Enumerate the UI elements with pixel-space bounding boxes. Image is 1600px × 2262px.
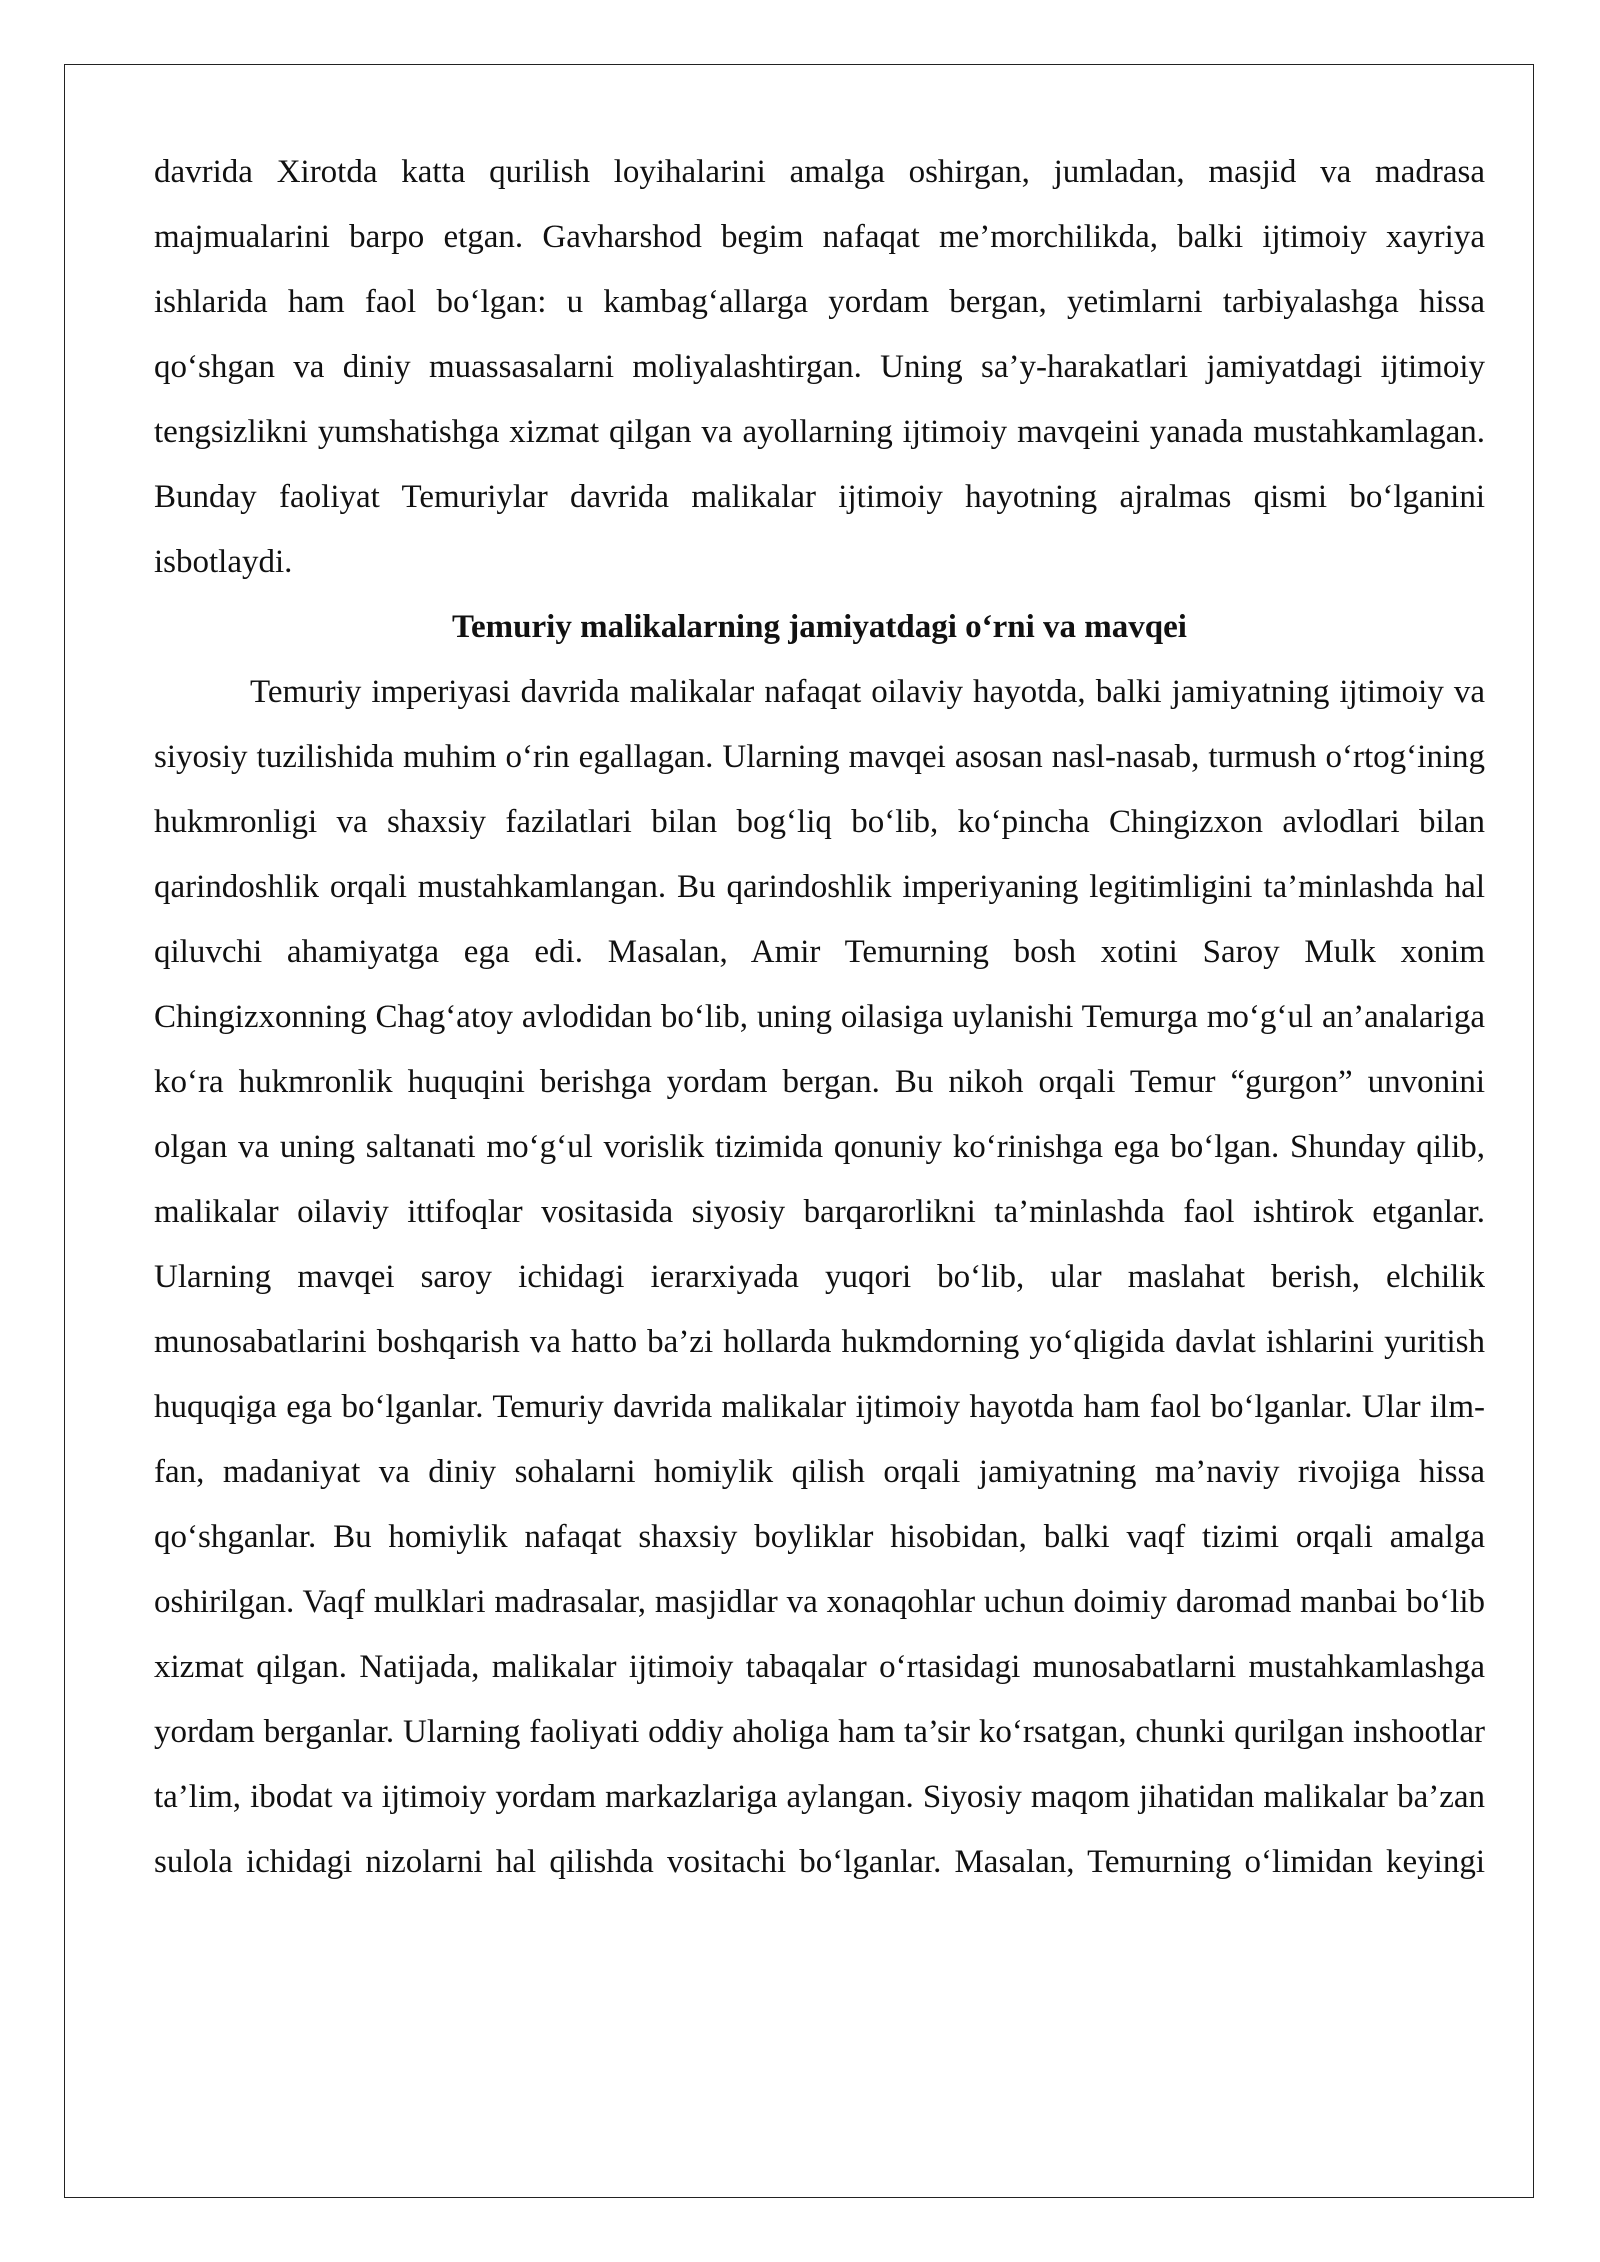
paragraph-continuation: davrida Xirotda katta qurilish loyihalarini amalga oshirgan, jumladan, masjid va madrasa majmualarini barpo etgan. Gavharshod begim nafaqat me’morchilikda, balki ijtimoiy xayriya ishlarida ham faol bo‘lgan: u kambag‘allarga yordam bergan, yetimlarni tarbiyalashga hissa qo‘shgan va diniy muassasalarni moliyalashtirgan. Uning sa’y-harakatlari jamiyatdagi ijtimoiy tengsizlikni yumshatishga xizmat qilgan va ayollarning ijtimoiy mavqeini yanada mustahkamlagan. Bunday faoliyat Temuriylar davrida malikalar ijtimoiy hayotning ajralmas qismi bo‘lganini isbotlaydi.: [154, 154, 1485, 580]
document-body: [154, 140, 1485, 1895]
paragraph-main: Temuriy imperiyasi davrida malikalar nafaqat oilaviy hayotda, balki jamiyatning ijtimoiy va siyosiy tuzilishida muhim o‘rin egallagan. Ularning mavqei asosan nasl-nasab, turmush o‘rtog‘ining hukmronligi va shaxsiy fazilatlari bilan bog‘liq bo‘lib, ko‘pincha Chingizxon avlodlari bilan qarindoshlik orqali mustahkamlangan. Bu qarindoshlik imperiyaning legitimligini ta’minlashda hal qiluvchi ahamiyatga ega edi. Masalan, Amir Temurning bosh xotini Saroy Mulk xonim Chingizxonning Chag‘atoy avlodidan bo‘lib, uning oilasiga uylanishi Temurga mo‘g‘ul an’analariga ko‘ra hukmronlik huquqini berishga yordam bergan. Bu nikoh orqali Temur “gurgon” unvonini olgan va uning saltanati mo‘g‘ul vorislik tizimida qonuniy ko‘rinishga ega bo‘lgan. Shunday qilib, malikalar oilaviy ittifoqlar vositasida siyosiy barqarorlikni ta’minlashda faol ishtirok etganlar. Ularning mavqei saroy ichidagi ierarxiyada yuqori bo‘lib, ular maslahat berish, elchilik munosabatlarini boshqarish va hatto ba’zi hollarda hukmdorning yo‘qligida davlat ishlarini yuritish huquqiga ega bo‘lganlar. Temuriy davrida malikalar ijtimoiy hayotda ham faol bo‘lganlar. Ular ilm-fan, madaniyat va diniy sohalarni homiylik qilish orqali jamiyatning ma’naviy rivojiga hissa qo‘shganlar. Bu homiylik nafaqat shaxsiy boyliklar hisobidan, balki vaqf tizimi orqali amalga oshirilgan. Vaqf mulklari madrasalar, masjidlar va xonaqohlar uchun doimiy daromad manbai bo‘lib xizmat qilgan. Natijada, malikalar ijtimoiy tabaqalar o‘rtasidagi munosabatlarni mustahkamlashga yordam berganlar. Ularning faoliyati oddiy aholiga ham ta’sir ko‘rsatgan, chunki qurilgan inshootlar ta’lim, ibodat va ijtimoiy yordam markazlariga aylangan. Siyosiy maqom jihatidan malikalar ba’zan sulola ichidagi nizolarni hal qilishda vositachi bo‘lganlar. Masalan, Temurning o‘limidan keyingi: [154, 674, 1485, 1880]
section-heading: Temuriy malikalarning jamiyatdagi o‘rni va mavqei: [452, 609, 1187, 645]
